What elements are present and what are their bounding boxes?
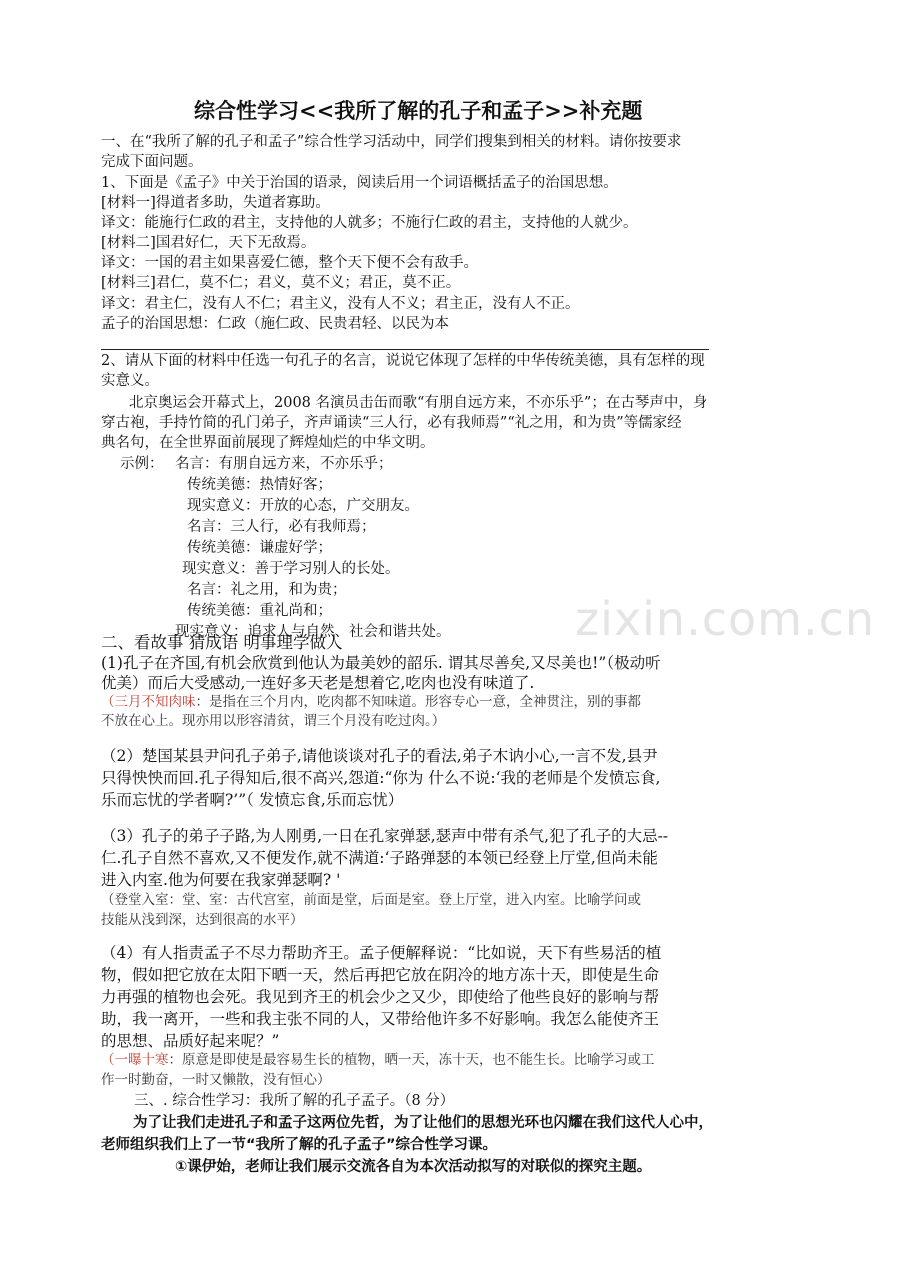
idiom-label: （一曝十寒 (101, 1052, 169, 1068)
translation-2: 译文：一国的君主如果喜爱仁德，整个天下便不会有敌手。 (101, 255, 478, 271)
story-2-line1: （2）楚国某县尹问孔子弟子,请他谈谈对孔子的看法,弟子木讷小心,一言不发,县尹 (101, 747, 658, 765)
question-2-line1: 2、请从下面的材料中任选一句孔子的名言，说说它体现了怎样的中华传统美德，具有怎样的现 (101, 353, 705, 369)
section1-intro-line2: 完成下面问题。 (101, 154, 203, 170)
story-4-line3: 力再强的植物也会死。我见到齐王的机会少之又少，即使给了他些良好的影响与帮 (101, 988, 660, 1006)
example-item: 现实意义：开放的心态，广交朋友。 (187, 498, 419, 514)
translation-3: 译文：君主仁，没有人不仁；君主义，没有人不义；君主正，没有人不正。 (101, 296, 580, 312)
story-4-line4: 助，我一离开，一些和我主张不同的人，又带给他许多不好影响。我怎么能使齐王 (101, 1010, 660, 1028)
story-3-note1: （登堂入室：堂、室：古代宫室，前面是堂，后面是室。登上厅堂，进入内室。比喻学问或 (101, 892, 641, 908)
idiom-label: （三月不知肉味 (101, 694, 196, 710)
story-2-line2: 只得怏怏而回.孔子得知后,很不高兴,怨道:“你为 什么不说:‘我的老师是个发愤忘食, (101, 769, 661, 787)
translation-1: 译文：能施行仁政的君主，支持他的人就多；不施行仁政的君主，支持他的人就少。 (101, 215, 638, 231)
material-2: [材料二]国君好仁，天下无敌焉。 (101, 235, 316, 251)
story-3-line3: 进入内室.他为何要在我家弹瑟啊? ' (101, 871, 341, 889)
story-4-line5: 的思想、品质好起来呢？” (101, 1032, 280, 1050)
story-2-line3: 乐而忘忧的学者啊?’”（ 发愤忘食,乐而忘忧） (101, 791, 404, 809)
material-1: [材料一]得道者多助，失道者寡助。 (101, 195, 330, 211)
story-4-line1: （4）有人指责孟子不尽力帮助齐王。孟子便解释说：“比如说，天下有些易活的植 (101, 944, 662, 962)
story-1-line2: 优美）而后大受感动,一连好多天老是想着它,吃肉也没有味道了. (101, 674, 535, 692)
passage-line1: 北京奥运会开幕式上，2008 名演员击缶而歌“有朋自远方来，不亦乐乎”；在古琴声中，身 (129, 395, 708, 411)
story-3-line2: 仁.孔子自然不喜欢,又不便发作,就不满道:‘子路弹瑟的本领已经登上厅堂,但尚未能 (101, 849, 658, 867)
passage-line3: 典名句，在全世界面前展现了辉煌灿烂的中华文明。 (101, 435, 435, 451)
section3-item-1: ①课伊始，老师让我们展示交流各自为本次活动拟写的对联似的探究主题。 (175, 1159, 652, 1175)
idiom-explanation: ：是指在三个月内，吃肉都不知味道。形容专心一意，全神贯注，别的事都 (195, 694, 641, 710)
story-3-line1: （3）孔子的弟子子路,为人刚勇,一日在孔家弹瑟,瑟声中带有杀气,犯了孔子的大忌-- (101, 827, 669, 845)
story-1-note2: 不放在心上。现亦用以形容清贫，谓三个月没有吃过肉。） (101, 713, 446, 729)
example-item: 现实意义：追求人与自然、社会和谐共处。 (175, 624, 451, 640)
example-item: 名言：礼之用，和为贵； (187, 582, 347, 598)
question-1: 1、下面是《孟子》中关于治国的语录，阅读后用一个词语概括孟子的治国思想。 (101, 175, 618, 191)
passage-line2: 穿古袍，手持竹简的孔门弟子，齐声诵读“三人行，必有我师焉”“礼之用，和为贵”等儒家经 (101, 415, 682, 431)
story-4-note1 (101, 1053, 655, 1069)
story-4-line2: 物，假如把它放在太阳下晒一天，然后再把它放在阴冷的地方冻十天，即使是生命 (101, 966, 660, 984)
section3-heading: 三、. 综合性学习：我所了解的孔子孟子。（8 分） (134, 1093, 455, 1109)
story-1-note1 (101, 695, 641, 711)
question-2-line2: 实意义。 (101, 373, 159, 389)
example-item: 名言：有朋自远方来，不亦乐乎； (175, 456, 393, 472)
answer-line: 孟子的治国思想：仁政（施仁政、民贵君轻、以民为本 (101, 316, 449, 332)
example-item: 传统美德：热情好客； (187, 477, 332, 493)
answer-underline (101, 349, 709, 350)
story-3-note2: 技能从浅到深，达到很高的水平） (101, 912, 304, 928)
example-item: 现实意义：善于学习别人的长处。 (182, 561, 400, 577)
example-item: 传统美德：重礼尚和； (187, 603, 332, 619)
document-title: 综合性学习<<我所了解的孔子和孟子>>补充题 (194, 98, 643, 123)
example-label: 示例： (120, 456, 164, 472)
story-4-note2: 作一时勤奋，一时又懒散，没有恒心） (101, 1072, 331, 1088)
example-item: 名言：三人行，必有我师焉； (187, 519, 376, 535)
example-item: 传统美德：谦虚好学； (187, 540, 332, 556)
section2-heading: 二、看故事 猜成语 明事理学做人 (101, 633, 343, 652)
idiom-explanation: ：原意是即使是最容易生长的植物，晒一天，冻十天，也不能生长。比喻学习或工 (168, 1052, 655, 1068)
material-3: [材料三]君仁，莫不仁；君义，莫不义；君正，莫不正。 (101, 275, 461, 291)
story-1-line1: (1)孔子在齐国,有机会欣赏到他认为最美妙的韶乐. 谓其尽善矣,又尽美也!”（极动听 (101, 654, 661, 672)
section3-para-line2: 老师组织我们上了一节“我所了解的孔子孟子”综合性学习课。 (101, 1137, 498, 1153)
watermark: zixin.com.cn (575, 592, 876, 646)
section1-intro-line1: 一、在“我所了解的孔子和孟子”综合性学习活动中，同学们搜集到相关的材料。请你按要求 (101, 134, 682, 150)
section3-para-line1: 为了让我们走进孔子和孟子这两位先哲，为了让他们的思想光环也闪耀在我们这代人心中， (133, 1115, 713, 1131)
